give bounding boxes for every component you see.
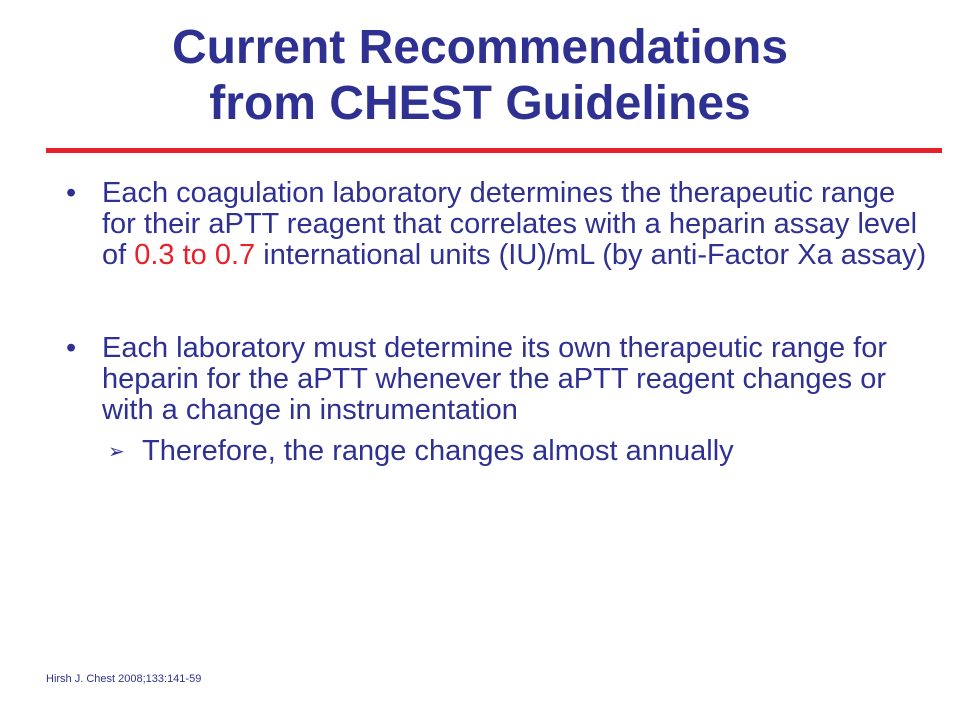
sub-bullet-text: Therefore, the range changes almost annually <box>142 435 734 467</box>
slide-title <box>0 20 960 132</box>
slide-title-line-2: from CHEST Guidelines <box>209 77 751 130</box>
bullet-2-text: Each laboratory must determine its own therapeutic range for heparin for the aPTT whenever the aPTT reagent changes or with a change in instrumentation <box>102 332 888 426</box>
bullet-item-own-range <box>60 333 930 467</box>
bullet-item-therapeutic-range <box>60 178 930 271</box>
slide-title-line-1: Current Recommendations <box>171 21 789 74</box>
bullet-dot-icon: • <box>66 177 77 209</box>
bullet-1-text-before: Each coagulation laboratory determines the therapeutic range for their aPTT reagent that correlates with a heparin assay level of <box>102 177 918 271</box>
bullet-1-highlight: 0.3 to 0.7 <box>134 239 256 271</box>
citation-footnote: Hirsh J. Chest 2008;133:141-59 <box>46 673 202 685</box>
sub-bullet-item <box>102 436 930 467</box>
bullet-1-text-after: international units (IU)/mL (by anti-Factor Xa assay) <box>255 239 927 271</box>
bullet-dot-icon: • <box>66 332 77 364</box>
arrow-bullet-icon: ➢ <box>108 441 125 463</box>
title-divider-line <box>46 148 942 153</box>
bullet-list <box>60 178 930 467</box>
